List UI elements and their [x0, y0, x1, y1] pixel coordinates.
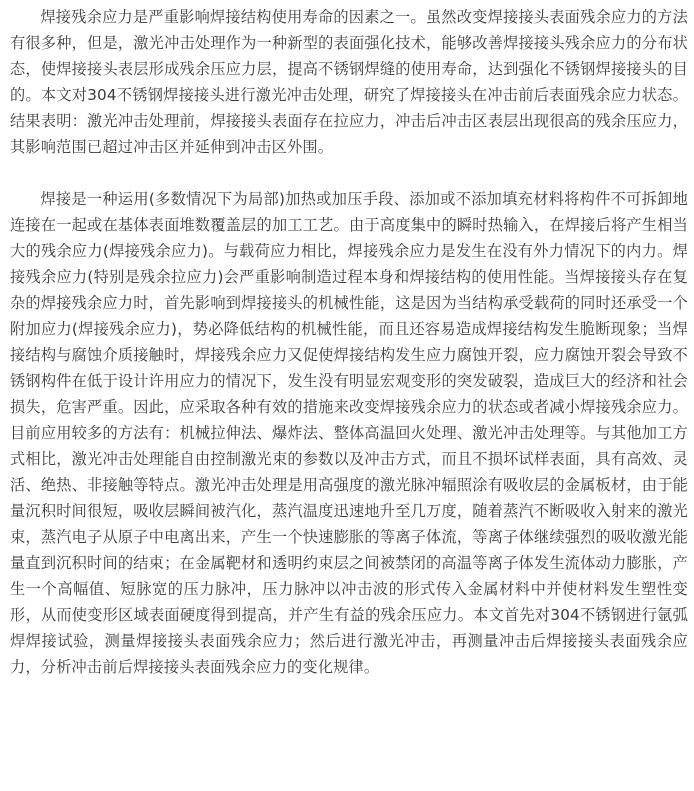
abstract-paragraph: 焊接残余应力是严重影响焊接结构使用寿命的因素之一。虽然改变焊接接头表面残余应力的方法有很多种，但是，激光冲击处理作为一种新型的表面强化技术，能够改善焊接接头残余应力的分布状态，使焊接接头表层形成残余压应力层，提高不锈钢焊缝的使用寿命，达到强化不锈钢焊接接头的目的。本文对304不锈钢焊接接头进行激光冲击处理，研究了焊接接头在冲击前后表面残余应力状态。结果表明：激光冲击处理前，焊接接头表面存在拉应力，冲击后冲击区表层出现很高的残余压应力，其影响范围已超过冲击区并延伸到冲击区外围。 — [10, 8, 688, 156]
introduction-paragraph: 焊接是一种运用(多数情况下为局部)加热或加压手段、添加或不添加填充材料将构件不可拆卸地连接在一起或在基体表面堆数覆盖层的加工工艺。由于高度集中的瞬时热输入，在焊接后将产生相当大的残余应力(焊接残余应力)。与载荷应力相比，焊接残余应力是发生在没有外力情况下的内力。焊接残余应力(特别是残余拉应力)会严重影响制造过程本身和焊接结构的使用性能。当焊接接头存在复杂的焊接残余应力时，首先影响到焊接接头的机械性能，这是因为当结构承受载荷的同时还承受一个附加应力(焊接残余应力)，势必降低结构的机械性能，而且还容易造成焊接结构发生脆断现象；当焊接结构与腐蚀介质接触时，焊接残余应力又促使焊接结构发生应力腐蚀开裂，应力腐蚀开裂会导致不锈钢构件在低于设计许用应力的情况下，发生没有明显宏观变形的突发破裂，造成巨大的经济和社会损失，危害严重。因此，应采取各种有效的措施来改变焊接残余应力的状态或者减小焊接残余应力。目前应用较多的方法有：机械拉伸法、爆炸法、整体高温回火处理、激光冲击处理等。与其他加工方式相比，激光冲击处理能自由控制激光束的参数以及冲击方式，而且不损坏试样表面，具有高效、灵活、绝热、非接触等特点。激光冲击处理是用高强度的激光脉冲辐照涂有吸收层的金属板材，由于能量沉积时间很短，吸收层瞬间被汽化，蒸汽温度迅速地升至几万度，随着蒸汽不断吸收入射来的激光束，蒸汽电子从原子中电离出来，产生一个快速膨胀的等离子体流，等离子体继续强烈的吸收激光能量直到沉积时间的结束；在金属靶材和透明约束层之间被禁闭的高温等离子体发生流体动力膨胀，产生一个高幅值、短脉宽的压力脉冲，压力脉冲以冲击波的形式传入金属材料中并使材料发生塑性变形，从而使变形区域表面硬度得到提高，并产生有益的残余压应力。本文首先对304不锈钢进行氩弧焊焊接试验，测量焊接接头表面残余应力；然后进行激光冲击，再测量冲击后焊接接头表面残余应力，分析冲击前后焊接接头表面残余应力的变化规律。 — [10, 190, 688, 676]
